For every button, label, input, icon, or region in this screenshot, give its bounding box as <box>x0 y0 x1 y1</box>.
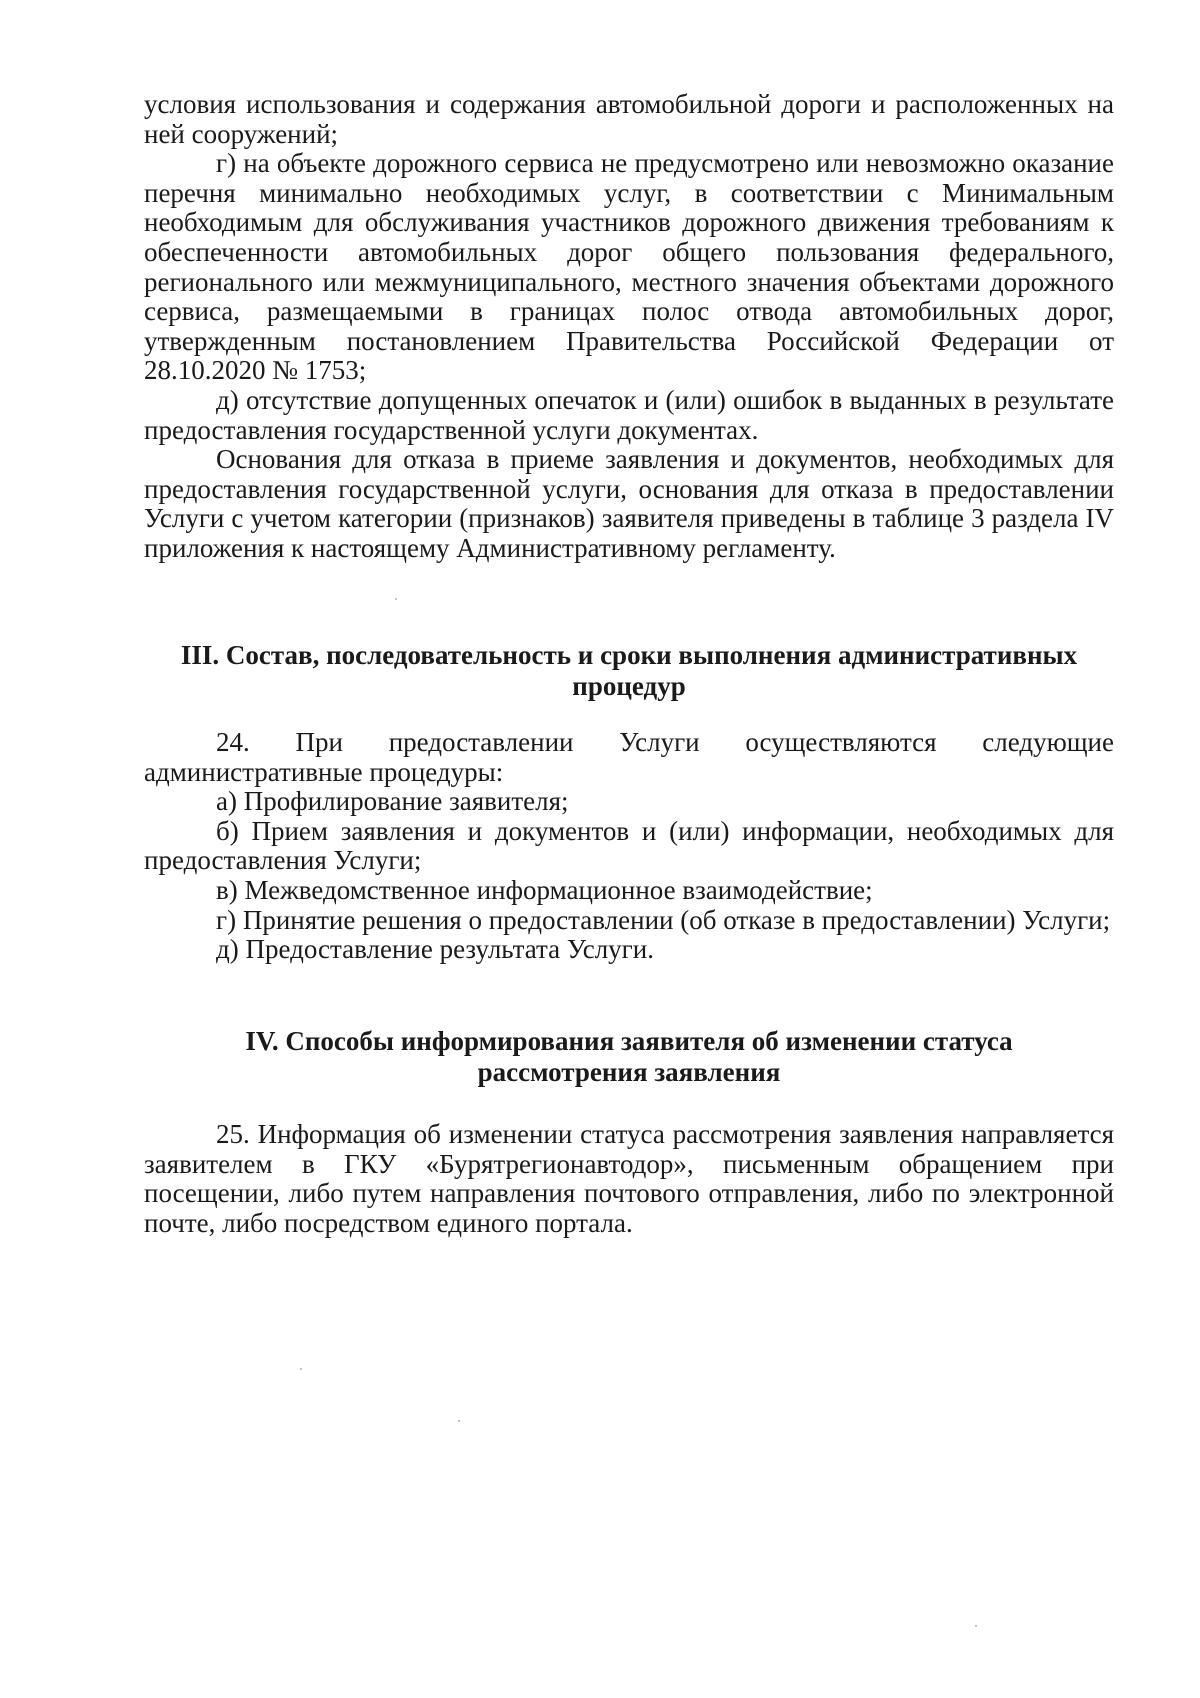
item-24-word: осуществляются <box>745 727 937 757</box>
item-24-word: При <box>295 727 343 757</box>
paragraph-refusal-grounds: Основания для отказа в приеме заявления и документов, необходимых для предоставления государственной услуги, основания для отказа в предоставлении Услуги с учетом категории (признаков) заявителя приведены в таблице 3 раздела IV приложения к настоящему Административному регламенту. <box>144 444 1114 563</box>
section-4-body <box>144 1120 1114 1238</box>
scan-speck <box>458 1420 460 1422</box>
scan-speck <box>975 1625 977 1627</box>
scan-speck <box>395 598 397 600</box>
item-24-continuation: административные процедуры: <box>144 756 504 787</box>
item-24-word: Услуги <box>619 727 700 757</box>
procedure-item-d: д) Предоставление результата Услуги. <box>216 934 654 965</box>
section-4-title-line1: IV. Способы информирования заявителя об изменении статуса <box>245 1026 1013 1056</box>
procedure-item-b: б) Прием заявления и документов и (или) информации, необходимых для предоставления Услуги; <box>144 815 1114 876</box>
item-24-word: предоставлении <box>388 727 574 757</box>
item-24-first-line <box>144 728 1114 758</box>
section-4-heading <box>144 1026 1114 1088</box>
procedure-item-g: г) Принятие решения о предоставлении (об отказе в предоставлении) Услуги; <box>216 904 1111 935</box>
section-3-body <box>144 728 1114 965</box>
paragraph-continuation: условия использования и содержания автомобильной дороги и расположенных на ней сооружений; <box>144 89 1114 149</box>
paragraph-item-d: д) отсутствие допущенных опечаток и (или) ошибок в выданных в результате предоставления государственной услуги документах. <box>144 384 1114 445</box>
paragraph-item-g: г) на объекте дорожного сервиса не предусмотрено или невозможно оказание перечня минимально необходимых услуг, в соответствии с Минимальным необходимым для обслуживания участников дорожного движения требованиям к обеспеченности автомобильных дорог общего пользования федерального, регионального или межмуниципального, местного значения объектами дорожного сервиса, размещаемыми в границах полос отвода автомобильных дорог, утвержденным постановлением Правительства Российской Федерации от 28.10.2020 № 1753; <box>144 148 1114 386</box>
procedure-item-a: а) Профилирование заявителя; <box>216 786 569 817</box>
item-24-word: 24. <box>216 727 250 757</box>
section-3-title-line2: процедур <box>572 671 686 701</box>
section-4-title-line2: рассмотрения заявления <box>477 1057 781 1087</box>
item-24-word: следующие <box>982 727 1114 757</box>
section-3-title-line1: III. Состав, последовательность и сроки выполнения административных <box>180 640 1078 670</box>
section-3-heading <box>144 640 1114 702</box>
item-25-paragraph: 25. Информация об изменении статуса рассмотрения заявления направляется заявителем в ГКУ «Бурятрегионавтодор», письменным обращением при посещении, либо путем направления почтового отправления, либо по электронной почте, либо посредством единого портала. <box>144 1119 1114 1238</box>
scan-speck <box>300 1368 302 1370</box>
procedure-item-v: в) Межведомственное информационное взаимодействие; <box>216 874 873 905</box>
top-paragraphs <box>144 90 1114 564</box>
